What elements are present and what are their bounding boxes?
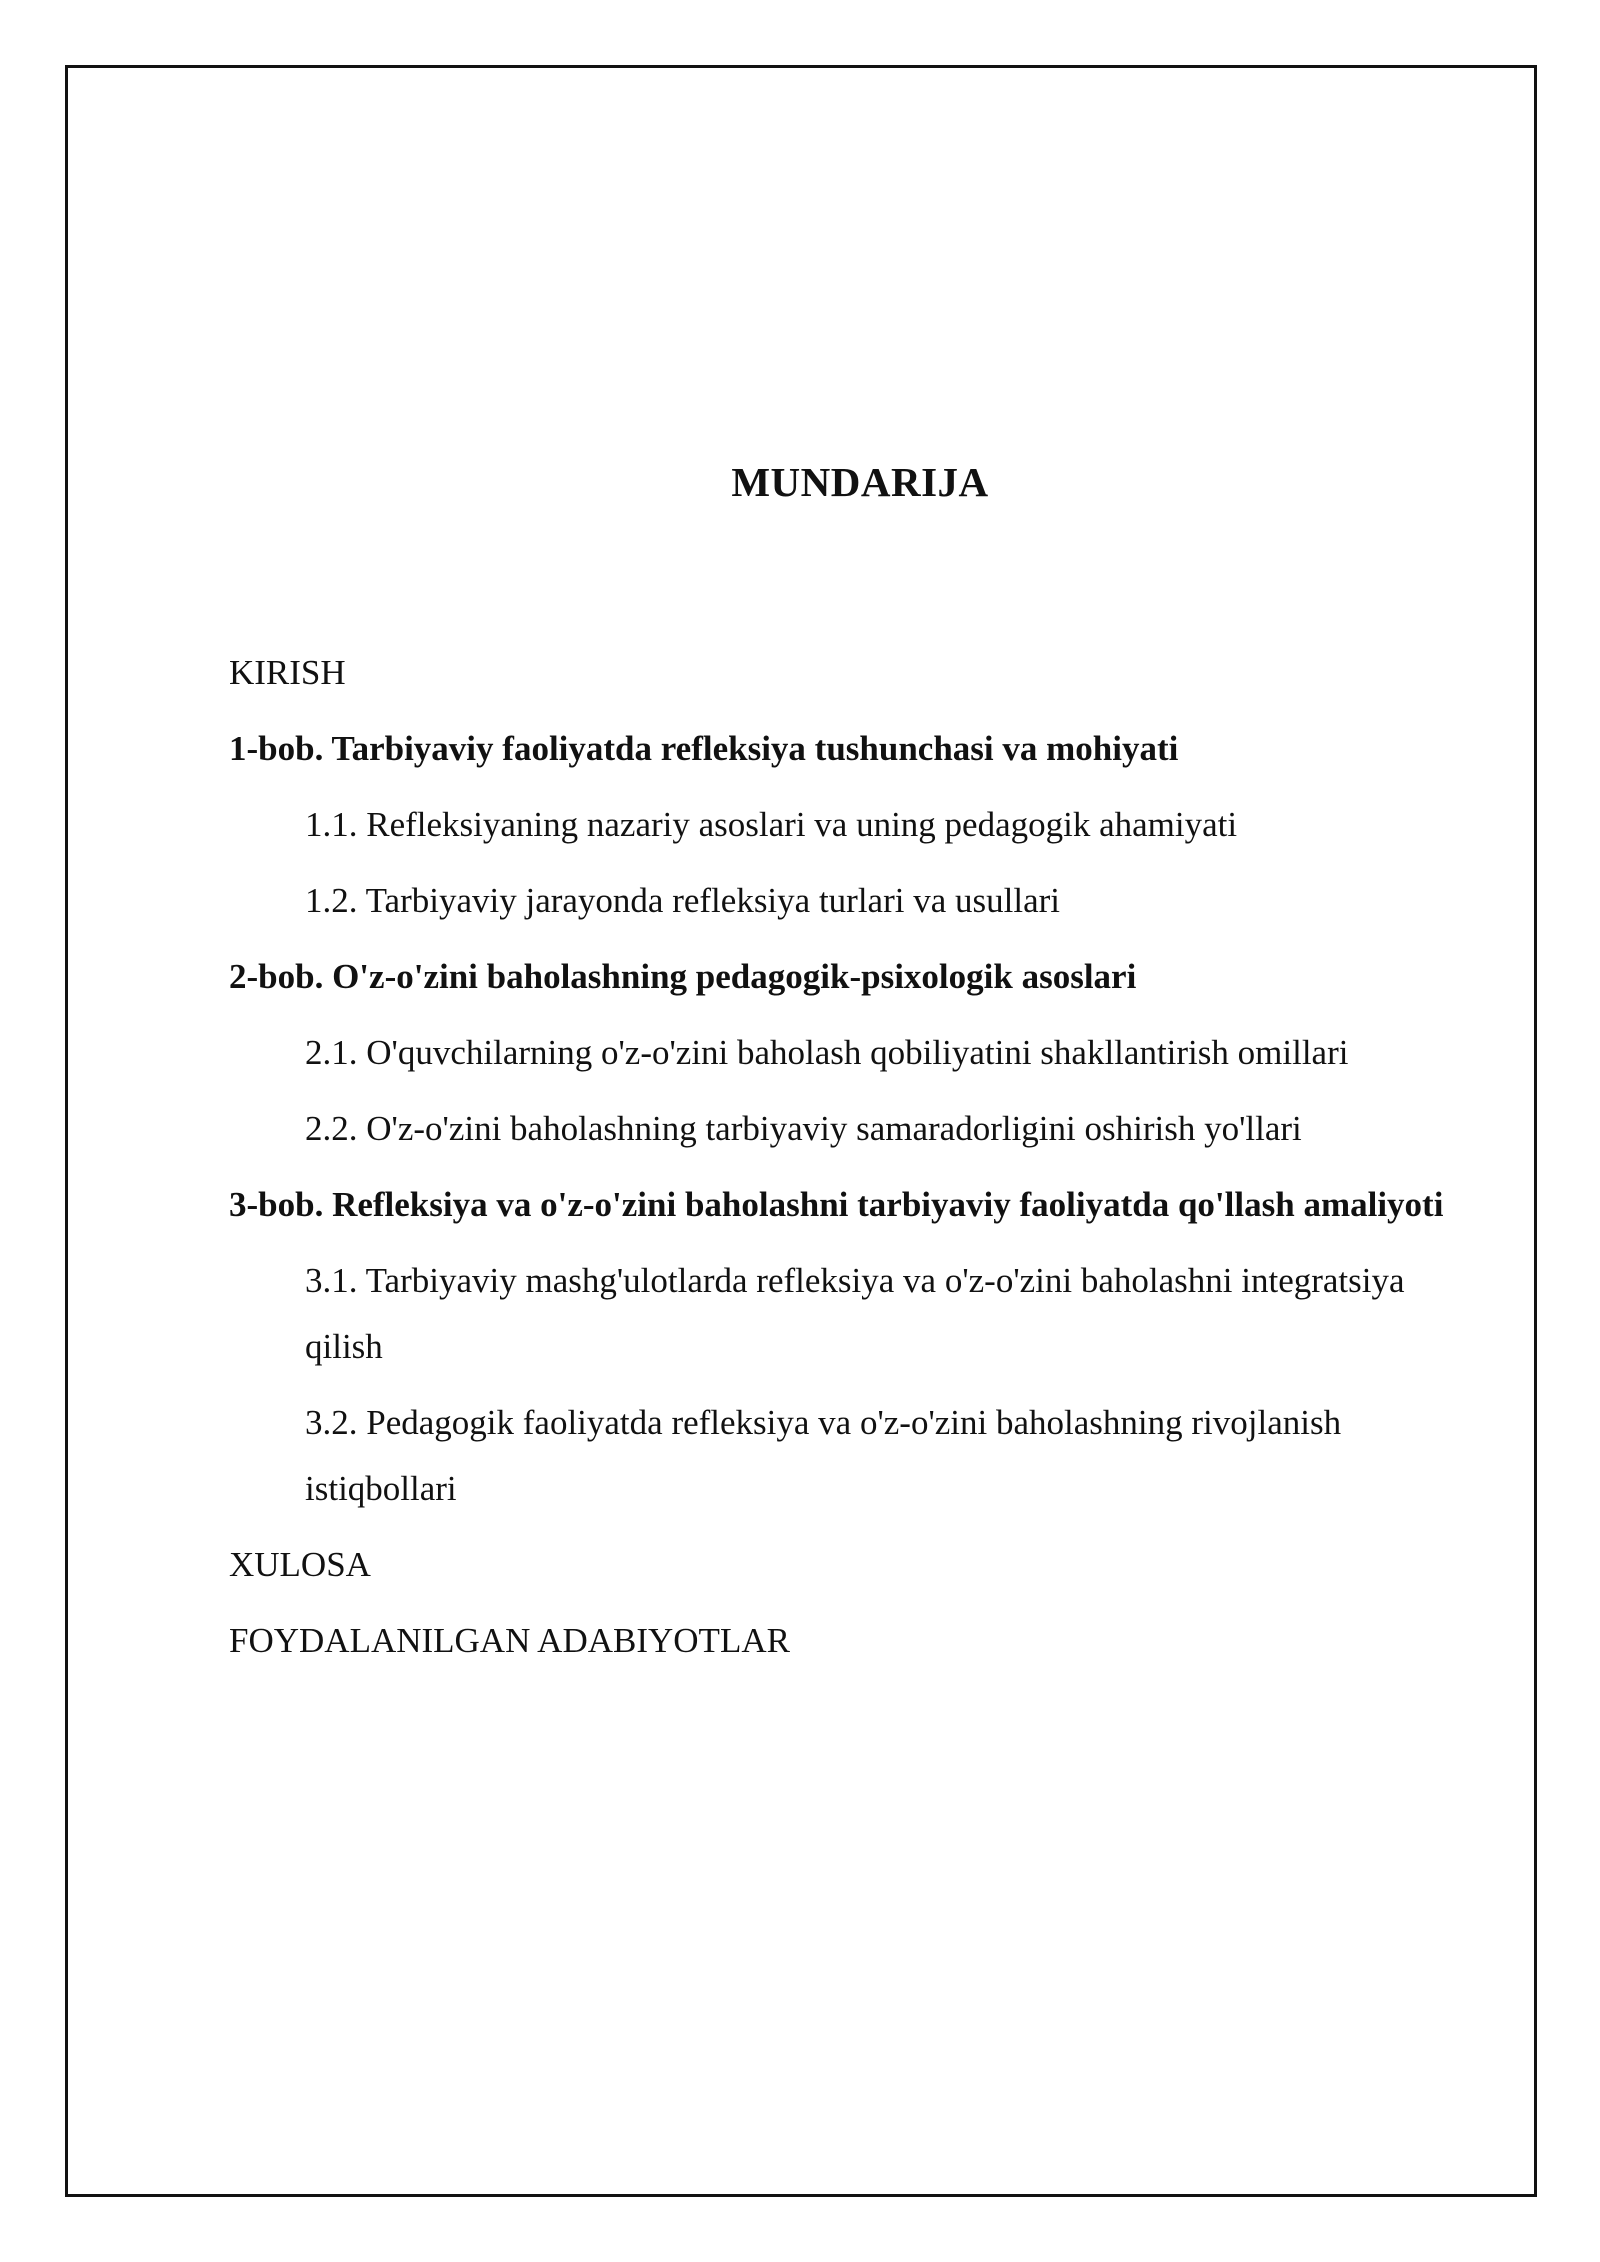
- toc-section-3-1: 3.1. Tarbiyaviy mashg'ulotlarda refleksiya va o'z-o'zini baholashni integratsiya qilish: [305, 1261, 1405, 1366]
- toc-chapter-1: 1-bob. Tarbiyaviy faoliyatda refleksiya tushunchasi va mohiyati: [229, 729, 1179, 768]
- table-of-contents: [229, 640, 1449, 1684]
- toc-entry-conclusion: XULOSA: [229, 1545, 371, 1584]
- page-title: MUNDARIJA: [731, 459, 989, 505]
- toc-entry-introduction: KIRISH: [229, 653, 346, 692]
- toc-chapter-2: 2-bob. O'z-o'zini baholashning pedagogik-psixologik asoslari: [229, 957, 1137, 996]
- toc-section-1-1: 1.1. Refleksiyaning nazariy asoslari va uning pedagogik ahamiyati: [305, 805, 1238, 844]
- toc-section-3-2: 3.2. Pedagogik faoliyatda refleksiya va o'z-o'zini baholashning rivojlanish istiqbollari: [305, 1403, 1342, 1508]
- toc-section-1-2: 1.2. Tarbiyaviy jarayonda refleksiya turlari va usullari: [305, 881, 1060, 920]
- toc-section-2-2: 2.2. O'z-o'zini baholashning tarbiyaviy samaradorligini oshirish yo'llari: [305, 1109, 1302, 1148]
- toc-section-2-1: 2.1. O'quvchilarning o'z-o'zini baholash qobiliyatini shakllantirish omillari: [305, 1033, 1349, 1072]
- toc-entry-references: FOYDALANILGAN ADABIYOTLAR: [229, 1621, 790, 1660]
- toc-chapter-3: 3-bob. Refleksiya va o'z-o'zini baholashni tarbiyaviy faoliyatda qo'llash amaliyoti: [229, 1185, 1444, 1224]
